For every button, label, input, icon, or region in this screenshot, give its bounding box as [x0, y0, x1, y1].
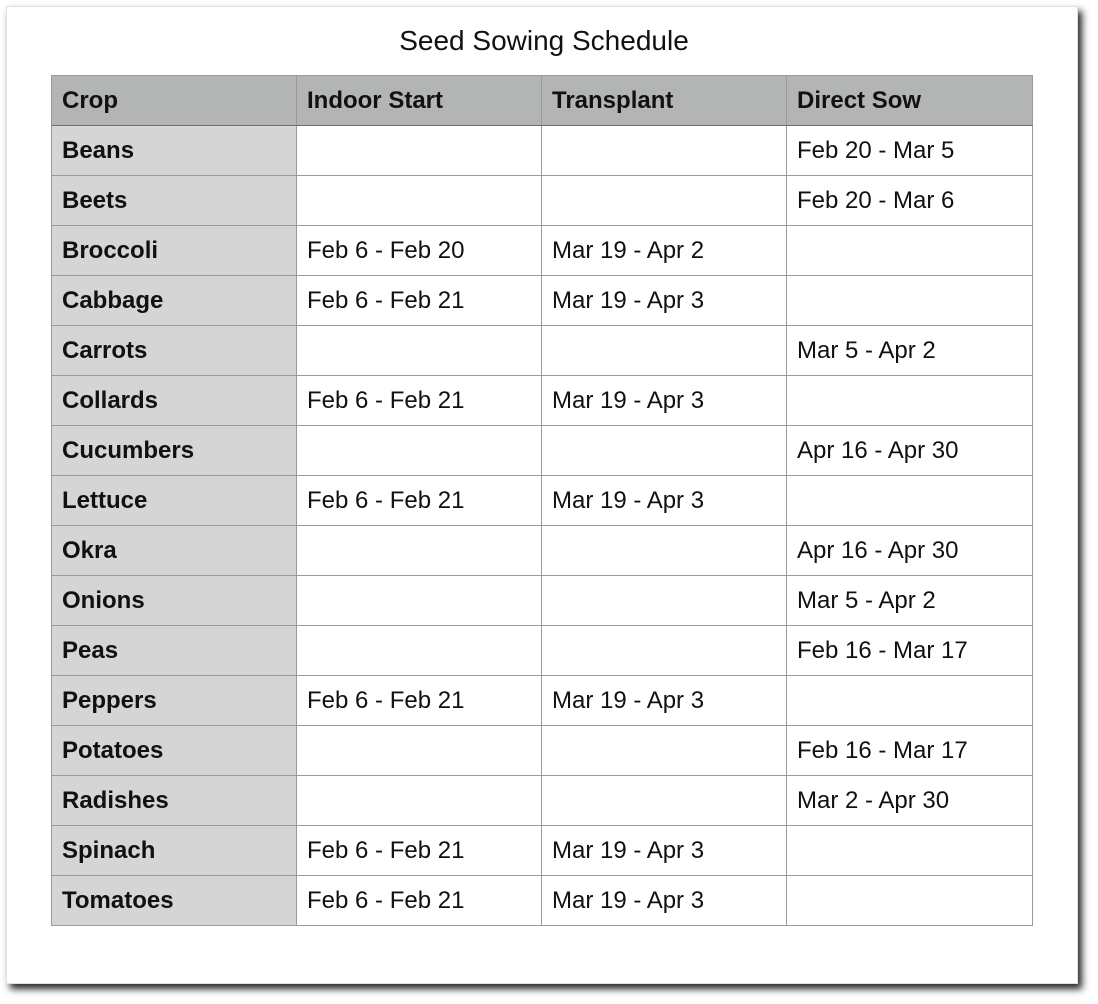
transplant-cell: Mar 19 - Apr 3: [542, 876, 787, 926]
table-row: [52, 826, 1033, 876]
indoor-start-cell: Feb 6 - Feb 21: [297, 876, 542, 926]
table-row: [52, 676, 1033, 726]
indoor-start-cell: [297, 126, 542, 176]
transplant-cell: [542, 176, 787, 226]
indoor-start-cell: Feb 6 - Feb 21: [297, 476, 542, 526]
indoor-start-cell: [297, 626, 542, 676]
crop-cell: Tomatoes: [52, 876, 297, 926]
table-row: [52, 226, 1033, 276]
crop-cell: Peas: [52, 626, 297, 676]
indoor-start-cell: Feb 6 - Feb 21: [297, 276, 542, 326]
crop-cell: Potatoes: [52, 726, 297, 776]
crop-cell: Collards: [52, 376, 297, 426]
direct-sow-cell: [787, 826, 1033, 876]
transplant-cell: [542, 526, 787, 576]
table-row: [52, 526, 1033, 576]
transplant-cell: [542, 576, 787, 626]
indoor-start-cell: Feb 6 - Feb 21: [297, 826, 542, 876]
table-row: [52, 776, 1033, 826]
indoor-start-cell: Feb 6 - Feb 21: [297, 376, 542, 426]
indoor-start-cell: [297, 326, 542, 376]
indoor-start-cell: [297, 576, 542, 626]
table-row: [52, 276, 1033, 326]
table-row: [52, 326, 1033, 376]
transplant-cell: [542, 626, 787, 676]
transplant-cell: [542, 426, 787, 476]
direct-sow-cell: [787, 276, 1033, 326]
sowing-schedule-table: [51, 75, 1033, 926]
indoor-start-cell: Feb 6 - Feb 21: [297, 676, 542, 726]
table-row: [52, 726, 1033, 776]
column-header-transplant: Transplant: [542, 76, 787, 126]
crop-cell: Cucumbers: [52, 426, 297, 476]
table-row: [52, 876, 1033, 926]
transplant-cell: [542, 126, 787, 176]
crop-cell: Broccoli: [52, 226, 297, 276]
table-header-row: [52, 76, 1033, 126]
crop-cell: Onions: [52, 576, 297, 626]
transplant-cell: Mar 19 - Apr 3: [542, 376, 787, 426]
transplant-cell: Mar 19 - Apr 3: [542, 826, 787, 876]
table-row: [52, 576, 1033, 626]
crop-cell: Beans: [52, 126, 297, 176]
column-header-direct-sow: Direct Sow: [787, 76, 1033, 126]
direct-sow-cell: Feb 20 - Mar 5: [787, 126, 1033, 176]
transplant-cell: Mar 19 - Apr 2: [542, 226, 787, 276]
direct-sow-cell: [787, 226, 1033, 276]
direct-sow-cell: Apr 16 - Apr 30: [787, 426, 1033, 476]
direct-sow-cell: [787, 676, 1033, 726]
direct-sow-cell: Mar 5 - Apr 2: [787, 326, 1033, 376]
indoor-start-cell: [297, 426, 542, 476]
crop-cell: Spinach: [52, 826, 297, 876]
direct-sow-cell: Mar 2 - Apr 30: [787, 776, 1033, 826]
indoor-start-cell: [297, 776, 542, 826]
transplant-cell: Mar 19 - Apr 3: [542, 476, 787, 526]
direct-sow-cell: Feb 20 - Mar 6: [787, 176, 1033, 226]
crop-cell: Okra: [52, 526, 297, 576]
crop-cell: Carrots: [52, 326, 297, 376]
direct-sow-cell: [787, 476, 1033, 526]
page-title: Seed Sowing Schedule: [399, 25, 689, 56]
transplant-cell: Mar 19 - Apr 3: [542, 676, 787, 726]
crop-cell: Cabbage: [52, 276, 297, 326]
table-row: [52, 476, 1033, 526]
table-row: [52, 176, 1033, 226]
direct-sow-cell: [787, 376, 1033, 426]
table-row: [52, 426, 1033, 476]
direct-sow-cell: Mar 5 - Apr 2: [787, 576, 1033, 626]
column-header-crop: Crop: [52, 76, 297, 126]
indoor-start-cell: [297, 526, 542, 576]
document-page: [6, 6, 1078, 984]
crop-cell: Beets: [52, 176, 297, 226]
crop-cell: Radishes: [52, 776, 297, 826]
crop-cell: Peppers: [52, 676, 297, 726]
transplant-cell: [542, 326, 787, 376]
transplant-cell: Mar 19 - Apr 3: [542, 276, 787, 326]
column-header-indoor-start: Indoor Start: [297, 76, 542, 126]
indoor-start-cell: Feb 6 - Feb 20: [297, 226, 542, 276]
table-row: [52, 126, 1033, 176]
transplant-cell: [542, 726, 787, 776]
direct-sow-cell: Apr 16 - Apr 30: [787, 526, 1033, 576]
direct-sow-cell: Feb 16 - Mar 17: [787, 726, 1033, 776]
table-row: [52, 376, 1033, 426]
direct-sow-cell: Feb 16 - Mar 17: [787, 626, 1033, 676]
indoor-start-cell: [297, 726, 542, 776]
crop-cell: Lettuce: [52, 476, 297, 526]
table-body: [52, 126, 1033, 926]
direct-sow-cell: [787, 876, 1033, 926]
indoor-start-cell: [297, 176, 542, 226]
transplant-cell: [542, 776, 787, 826]
table-row: [52, 626, 1033, 676]
